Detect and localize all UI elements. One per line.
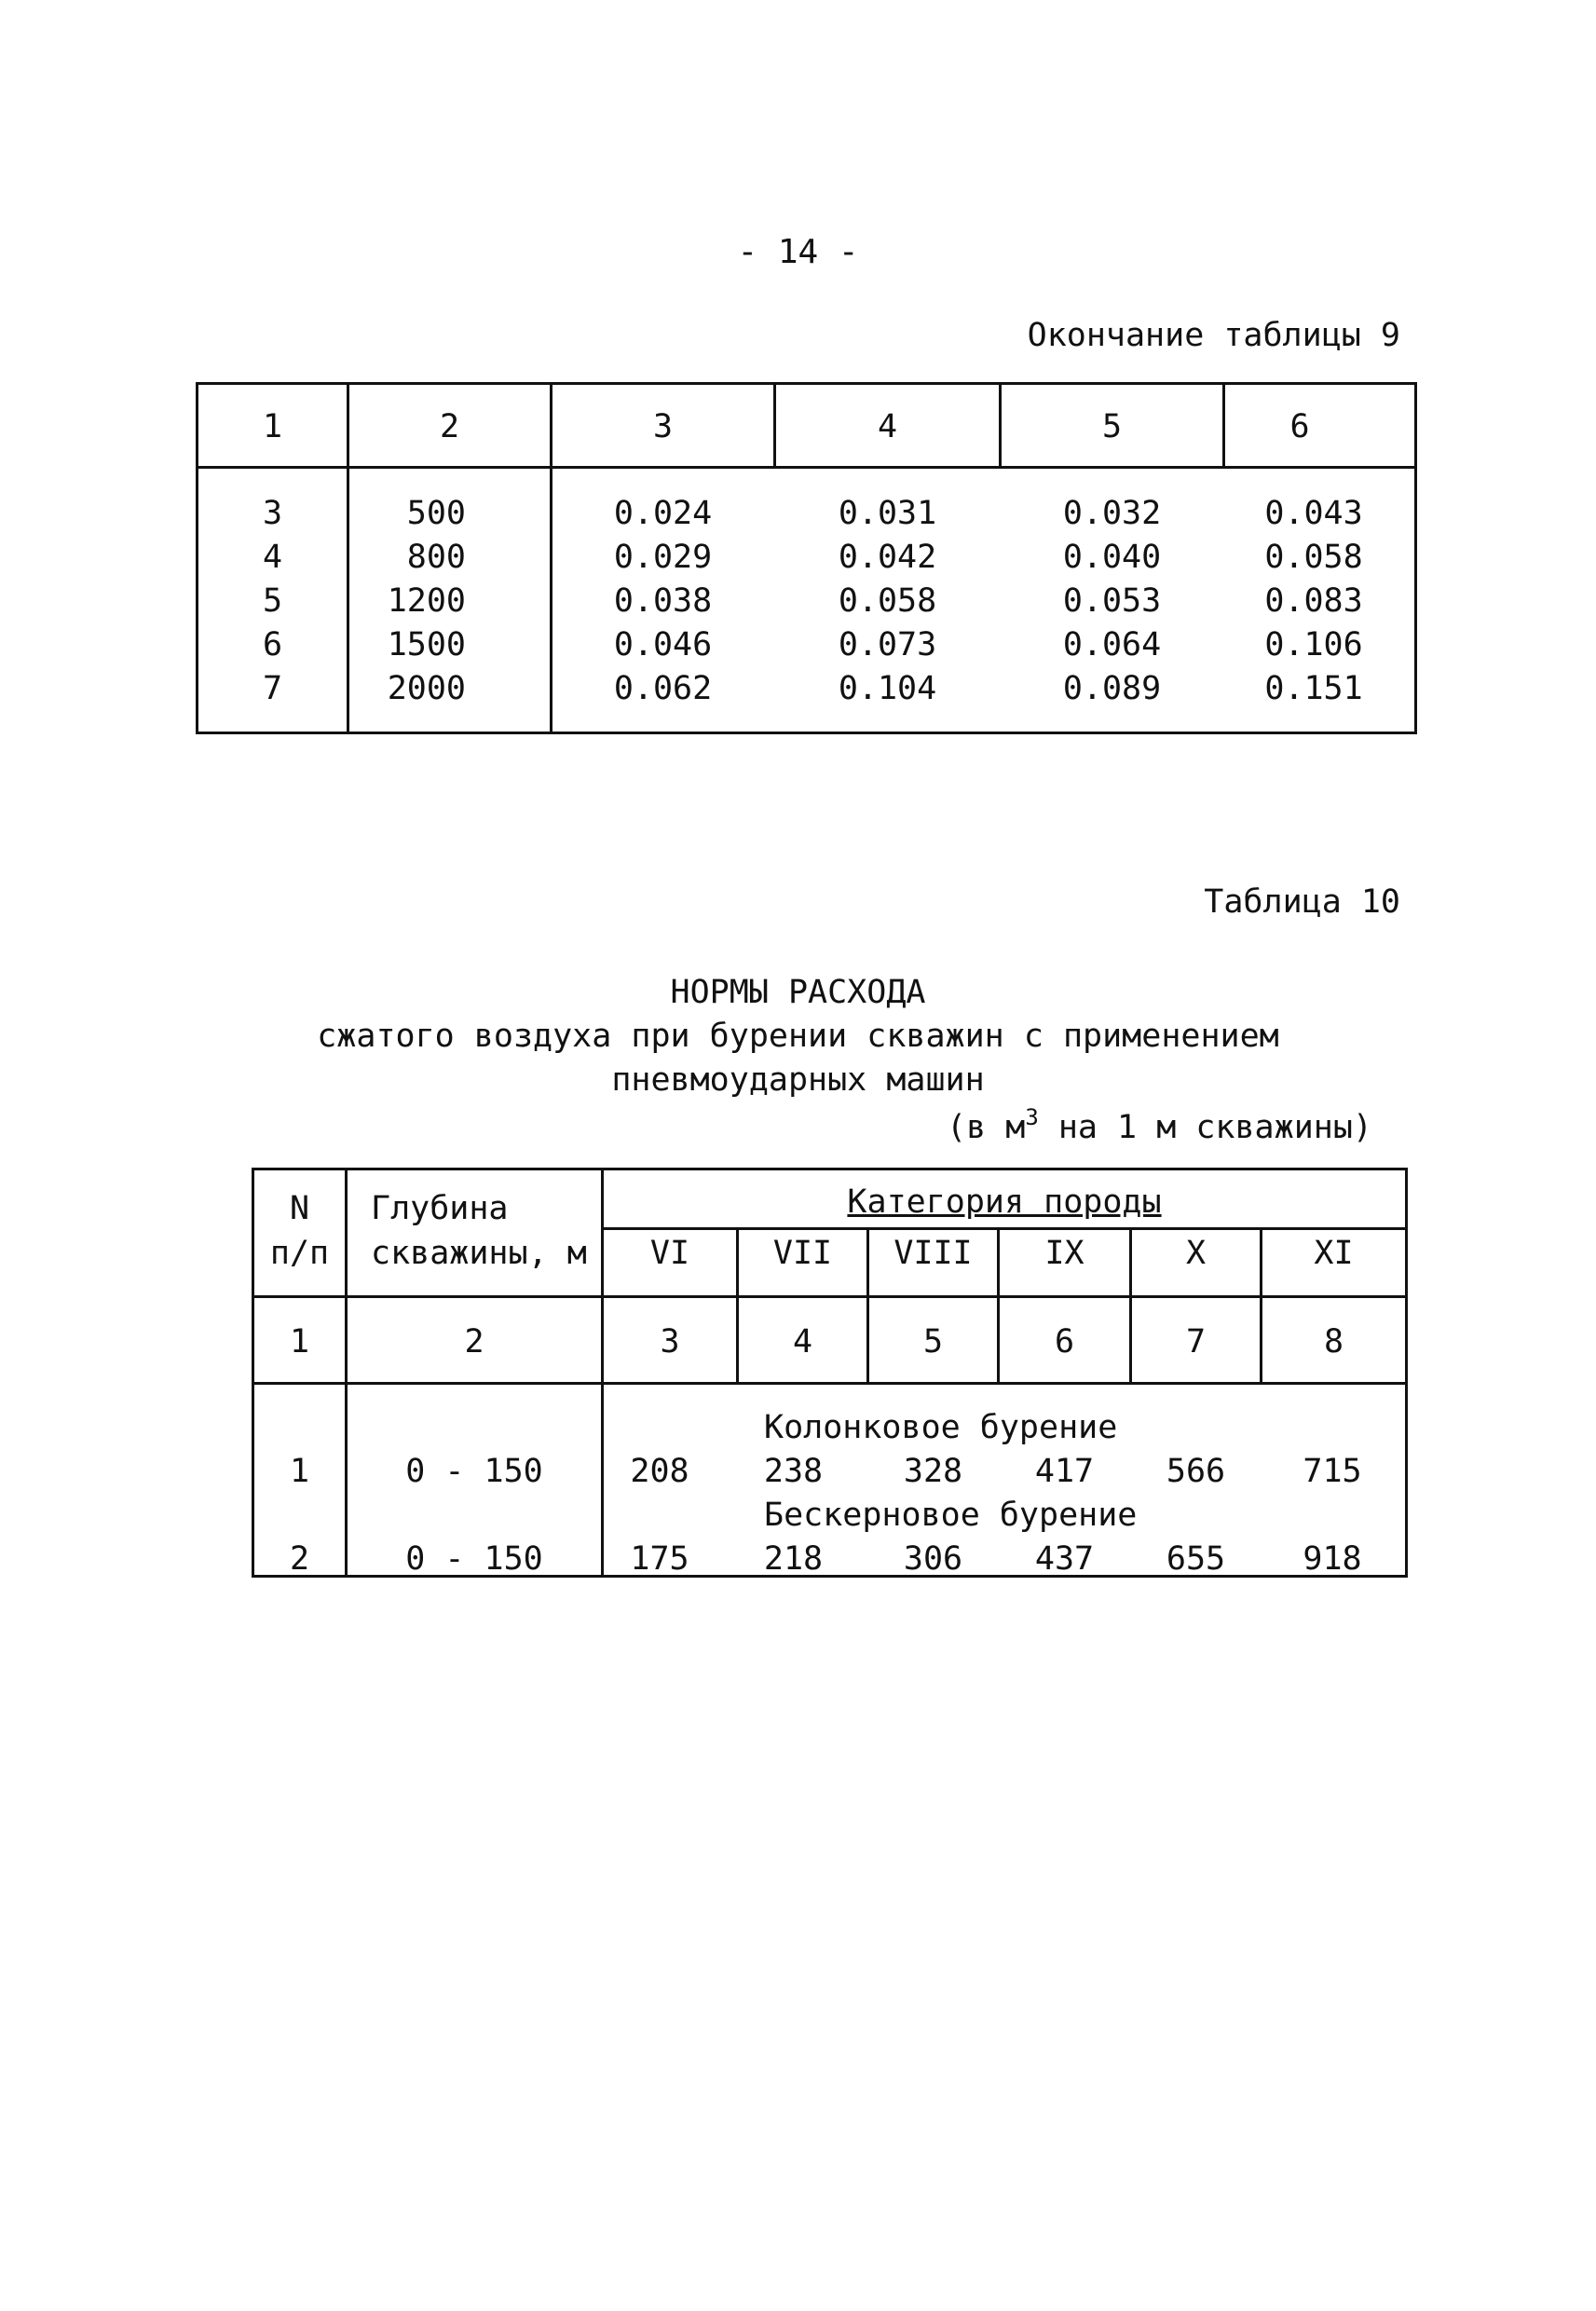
table10-section-label: Колонковое бурение (764, 1409, 1118, 1446)
table10-cell: 437 (1034, 1540, 1095, 1578)
table9-cell: 0.042 (838, 539, 937, 576)
table9-cell: 0.031 (838, 495, 937, 532)
table10-category-label: IX (1044, 1235, 1084, 1272)
table10-category-label: VII (772, 1235, 833, 1272)
table9-cell: 0.043 (1264, 495, 1363, 532)
table10-cell: 175 (630, 1540, 689, 1578)
table10-title: НОРМЫ РАСХОДА (670, 974, 926, 1011)
table9-header-cell: 3 (652, 408, 674, 445)
table10-colnum: 4 (792, 1323, 813, 1361)
table10-colnum: 6 (1054, 1323, 1075, 1361)
table10-cell: 566 (1166, 1453, 1226, 1490)
table9-cell: 0.038 (613, 582, 713, 620)
table10-category-label: X (1185, 1235, 1207, 1272)
table10-section-label: Бескерновое бурение (764, 1497, 1138, 1534)
table10-colnum: 3 (660, 1323, 680, 1361)
table9-cell: 0.104 (838, 670, 937, 707)
table10-col-sep (601, 1168, 604, 1578)
table10-header-divider (252, 1295, 1407, 1298)
table10-cell: 238 (763, 1453, 824, 1490)
table9-cell: 0.058 (1264, 539, 1363, 576)
table10-left-border (252, 1168, 254, 1578)
table9-cell: 1500 (387, 626, 466, 663)
table9-right-border (1414, 382, 1417, 734)
table10-top-border (252, 1168, 1407, 1170)
table10-category-label: VIII (893, 1235, 973, 1272)
unit-prefix: (в м (947, 1109, 1026, 1146)
table9-top-border (196, 382, 1416, 385)
table10-subtitle: сжатого воздуха при бурении скважин с применением (317, 1018, 1279, 1055)
table9-cell: 0.029 (613, 539, 713, 576)
table10-category-label: XI (1314, 1235, 1354, 1272)
unit-superscript: 3 (1025, 1104, 1039, 1130)
table9-cell: 0.089 (1062, 670, 1162, 707)
table10-category-divider (601, 1227, 1407, 1230)
table9-header-cell: 4 (877, 408, 898, 445)
table9-cell: 0.046 (613, 626, 713, 663)
table10-colnum: 1 (289, 1323, 310, 1361)
table9-cell: 2000 (387, 670, 466, 707)
table10-row-depth: 0 - 150 (405, 1540, 543, 1578)
table9-cell: 0.058 (838, 582, 937, 620)
table9-caption: Окончание таблицы 9 (1027, 317, 1400, 354)
table9-cell: 0.064 (1062, 626, 1162, 663)
table9-cell: 0.053 (1062, 582, 1162, 620)
table10-row-n: 2 (289, 1540, 310, 1578)
table10-colnum: 8 (1323, 1323, 1344, 1361)
table10-cell: 417 (1034, 1453, 1095, 1490)
table9-cell: 1200 (387, 582, 466, 620)
table10-colnum: 7 (1185, 1323, 1207, 1361)
table10-right-border (1405, 1168, 1408, 1578)
table10-col-sep (345, 1168, 348, 1578)
table10-colnum: 5 (922, 1323, 944, 1361)
table9-bottom-border (196, 732, 1416, 734)
table9-header-divider (196, 466, 1416, 469)
table10-label: Таблица 10 (1204, 883, 1400, 921)
table9-cell: 7 (262, 670, 283, 707)
table10-cell: 655 (1166, 1540, 1226, 1578)
table9-cell: 0.024 (613, 495, 713, 532)
table9-header-cell: 1 (262, 408, 283, 445)
table10-cell: 208 (630, 1453, 689, 1490)
table10-head-depth-unit: скважины, м (371, 1235, 587, 1272)
table9-cell: 6 (262, 626, 283, 663)
table10-cell: 918 (1303, 1540, 1362, 1578)
table10-row-depth: 0 - 150 (405, 1453, 543, 1490)
table9-cell: 3 (262, 495, 283, 532)
table10-row-n: 1 (289, 1453, 310, 1490)
table9-cell: 0.062 (613, 670, 713, 707)
table9-header-cell: 6 (1289, 408, 1310, 445)
table9-cell: 0.073 (838, 626, 937, 663)
table10-subtitle-line3: пневмоударных машин (611, 1061, 985, 1099)
table9-cell: 0.032 (1062, 495, 1162, 532)
table10-category-label: VI (649, 1235, 690, 1272)
table10-unit (947, 1104, 1372, 1146)
table9-cell: 0.151 (1264, 670, 1363, 707)
unit-suffix: на 1 м скважины) (1038, 1109, 1372, 1146)
table10-colnum: 2 (464, 1323, 484, 1361)
table9-cell: 5 (262, 582, 283, 620)
table10-cell: 218 (763, 1540, 824, 1578)
table10-cell: 306 (903, 1540, 963, 1578)
table9-cell: 500 (406, 495, 466, 532)
table9-cell: 0.106 (1264, 626, 1363, 663)
table9-header-cell: 5 (1101, 408, 1123, 445)
table10-head-depth: Глубина (371, 1190, 509, 1227)
table9-cell: 4 (262, 539, 283, 576)
page-number: - 14 - (737, 233, 859, 271)
table10-head-pp: п/п (269, 1235, 330, 1272)
table9-header-cell: 2 (439, 408, 460, 445)
table10-colnum-divider (252, 1382, 1407, 1385)
table9-cell: 0.040 (1062, 539, 1162, 576)
table10-cell: 715 (1303, 1453, 1362, 1490)
table10-head-n: N (289, 1190, 310, 1227)
table10-cell: 328 (903, 1453, 963, 1490)
table9-cell: 0.083 (1264, 582, 1363, 620)
table10-head-category: Категория породы (847, 1183, 1162, 1221)
table9-cell: 800 (406, 539, 466, 576)
